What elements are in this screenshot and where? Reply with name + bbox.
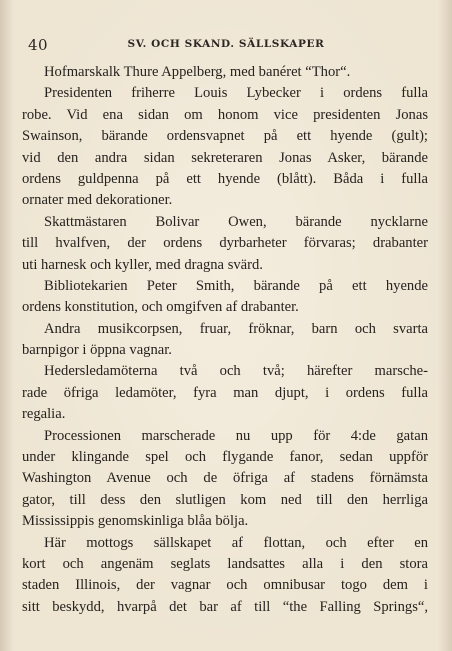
text-line: ordens konstitution, och omgifven af drabanter.: [22, 299, 299, 316]
text-line: barnpigor i öppna vagnar.: [22, 342, 172, 359]
text-line: Washington Avenue och de öfriga af stadens förnämsta: [22, 470, 428, 487]
text-line: ordens guldpenna på ett hyende (blått). Båda i fulla: [22, 170, 428, 187]
text-line: sitt beskydd, hvarpå det bar af till “the Falling Springs“,: [22, 598, 428, 615]
text-line: under klingande spel och flygande fanor, sedan uppför: [22, 449, 428, 466]
text-line: Swainson, bärande ordensvapnet på ett hyende (gult);: [22, 128, 428, 145]
text-line: Processionen marscherade nu upp för 4:de gatan: [44, 427, 428, 444]
page-header: [28, 36, 424, 54]
text-line: Andra musikcorpsen, fruar, fröknar, barn och svarta: [44, 320, 428, 337]
text-line: vid den andra sidan sekreteraren Jonas Asker, bärande: [22, 149, 428, 166]
text-line: Hofmarskalk Thure Appelberg, med banéret “Thor“.: [44, 64, 351, 80]
text-line: Hedersledamöterna två och två; härefter marsche-: [44, 363, 428, 380]
text-line: gator, till dess den slutligen kom ned till den herrliga: [22, 491, 428, 508]
text-line: rade öfriga ledamöter, fyra man djupt, i ordens fulla: [22, 384, 428, 401]
text-line: ornater med dekorationer.: [22, 192, 173, 209]
text-line: Här mottogs sällskapet af flottan, och efter en: [44, 534, 428, 551]
text-line: Skattmästaren Bolivar Owen, bärande nycklarne: [44, 213, 428, 230]
page-gutter-shadow: [0, 0, 14, 651]
text-line: Presidenten friherre Louis Lybecker i ordens fulla: [44, 85, 428, 102]
text-line: regalia.: [22, 406, 66, 423]
text-line: uti harnesk och kyller, med dragna svärd.: [22, 256, 263, 273]
running-head: SV. OCH SKAND. SÄLLSKAPER: [127, 38, 325, 50]
text-line: staden Illinois, der vagnar och omnibusar togo dem i: [22, 577, 428, 594]
text-line: Mississippis genomskinliga blåa bölja.: [22, 513, 249, 530]
page-number: 40: [28, 36, 49, 54]
body-text: [22, 62, 428, 618]
text-line: till hvalfven, der ordens dyrbarheter förvaras; drabanter: [22, 235, 428, 252]
text-line: Bibliotekarien Peter Smith, bärande på ett hyende: [44, 277, 428, 294]
text-line: robe. Vid ena sidan om honom vice presidenten Jonas: [22, 106, 428, 123]
text-line: kort och angenäm seglats landsattes alla i den stora: [22, 555, 428, 572]
page-edge-shadow: [438, 0, 452, 651]
